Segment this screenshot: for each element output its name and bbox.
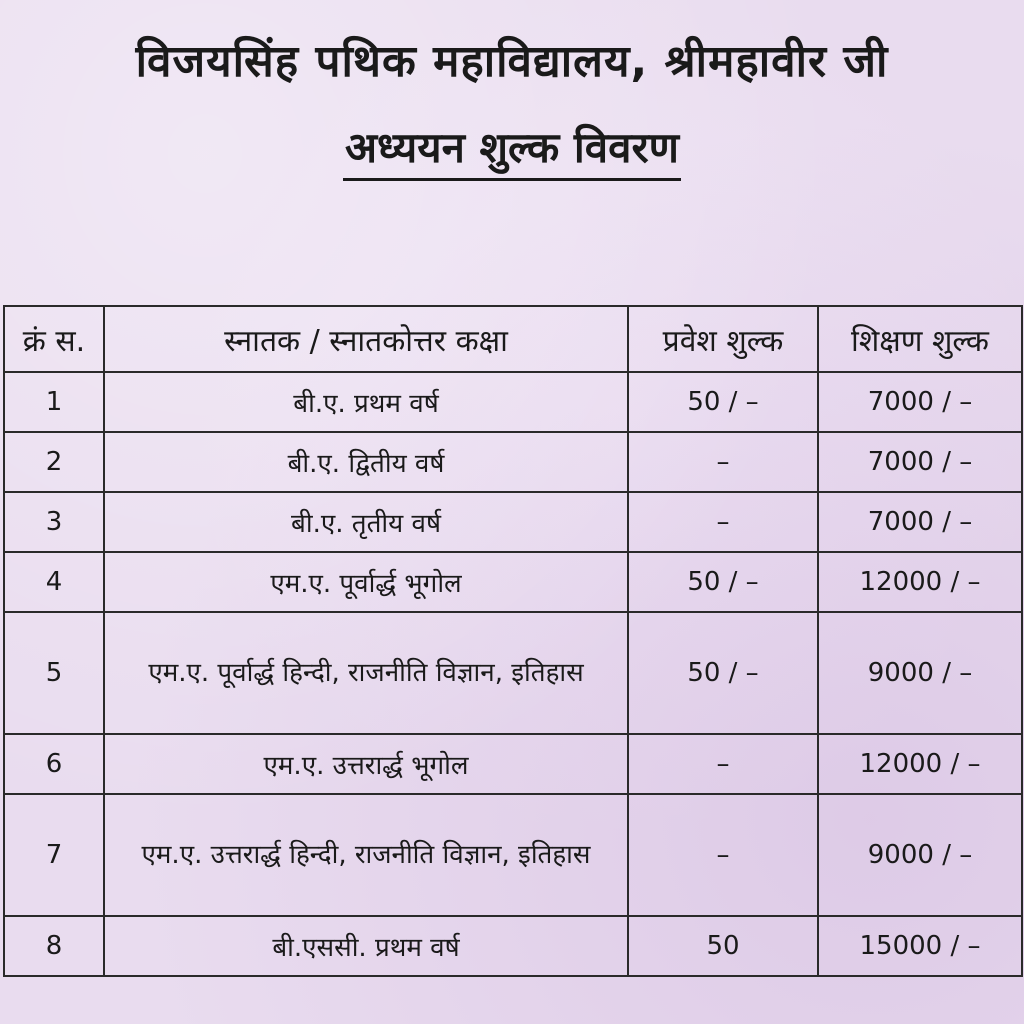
- class-cell: बी.एससी. प्रथम वर्ष: [104, 916, 628, 976]
- serial-number-cell: 8: [4, 916, 104, 976]
- tuition-fee-cell: 12000 / –: [818, 552, 1022, 612]
- fee-table: [3, 305, 1023, 977]
- tuition-fee-cell: 7000 / –: [818, 372, 1022, 432]
- tuition-fee-header: शिक्षण शुल्क: [818, 306, 1022, 372]
- table-row: [4, 612, 1022, 734]
- admission-fee-cell: 50: [628, 916, 818, 976]
- tuition-fee-cell: 15000 / –: [818, 916, 1022, 976]
- class-header: स्नातक / स्नातकोत्तर कक्षा: [104, 306, 628, 372]
- admission-fee-cell: –: [628, 492, 818, 552]
- table-row: [4, 552, 1022, 612]
- serial-number-cell: 5: [4, 612, 104, 734]
- table-row: [4, 432, 1022, 492]
- tuition-fee-cell: 9000 / –: [818, 794, 1022, 916]
- tuition-fee-cell: 9000 / –: [818, 612, 1022, 734]
- class-cell: एम.ए. उत्तरार्द्ध भूगोल: [104, 734, 628, 794]
- class-cell: एम.ए. पूर्वार्द्ध हिन्दी, राजनीति विज्ञान, इतिहास: [104, 612, 628, 734]
- admission-fee-header: प्रवेश शुल्क: [628, 306, 818, 372]
- admission-fee-cell: 50 / –: [628, 372, 818, 432]
- class-cell: बी.ए. द्वितीय वर्ष: [104, 432, 628, 492]
- class-cell: बी.ए. तृतीय वर्ष: [104, 492, 628, 552]
- admission-fee-cell: –: [628, 794, 818, 916]
- tuition-fee-cell: 7000 / –: [818, 492, 1022, 552]
- serial-number-cell: 3: [4, 492, 104, 552]
- college-title: विजयसिंह पथिक महाविद्यालय, श्रीमहावीर जी: [135, 36, 889, 87]
- class-cell: बी.ए. प्रथम वर्ष: [104, 372, 628, 432]
- table-row: [4, 916, 1022, 976]
- admission-fee-cell: 50 / –: [628, 612, 818, 734]
- serial-number-cell: 7: [4, 794, 104, 916]
- serial-number-header: क्रं स.: [4, 306, 104, 372]
- table-row: [4, 794, 1022, 916]
- class-cell: एम.ए. उत्तरार्द्ध हिन्दी, राजनीति विज्ञान, इतिहास: [104, 794, 628, 916]
- table-row: [4, 492, 1022, 552]
- table-header-row: [4, 306, 1022, 372]
- admission-fee-cell: –: [628, 734, 818, 794]
- serial-number-cell: 4: [4, 552, 104, 612]
- class-cell: एम.ए. पूर्वार्द्ध भूगोल: [104, 552, 628, 612]
- serial-number-cell: 2: [4, 432, 104, 492]
- table-row: [4, 734, 1022, 794]
- table-row: [4, 372, 1022, 432]
- admission-fee-cell: –: [628, 432, 818, 492]
- serial-number-cell: 1: [4, 372, 104, 432]
- subtitle-container: [0, 120, 1024, 181]
- serial-number-cell: 6: [4, 734, 104, 794]
- fee-details-heading: अध्ययन शुल्क विवरण: [343, 120, 681, 181]
- tuition-fee-cell: 7000 / –: [818, 432, 1022, 492]
- tuition-fee-cell: 12000 / –: [818, 734, 1022, 794]
- admission-fee-cell: 50 / –: [628, 552, 818, 612]
